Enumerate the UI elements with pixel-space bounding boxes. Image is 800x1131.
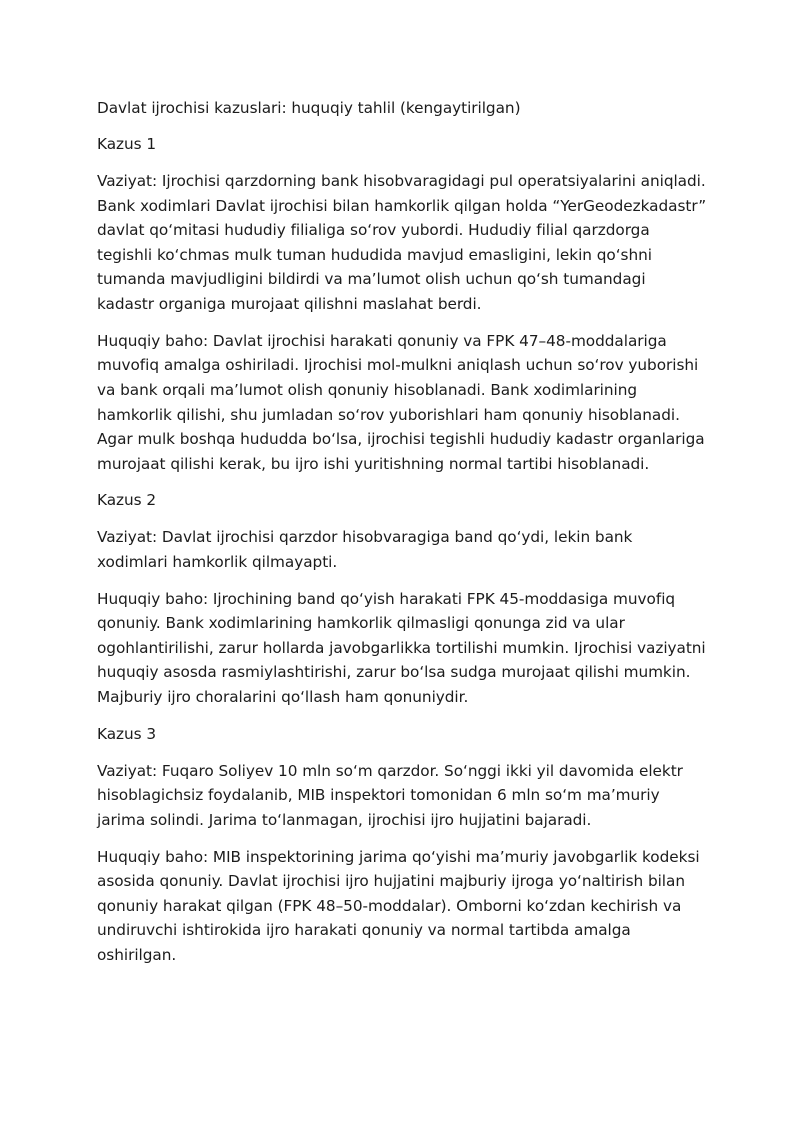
case-situation: Vaziyat: Davlat ijrochisi qarzdor hisobvaragiga band qo‘ydi, lekin bank xodimlari hamkorlik qilmayapti. [97, 528, 633, 571]
case-heading: Kazus 3 [97, 724, 157, 743]
case-heading: Kazus 2 [97, 491, 157, 510]
case-heading: Kazus 1 [97, 135, 157, 154]
document-page [97, 96, 707, 980]
case-1 [97, 132, 707, 476]
document-title: Davlat ijrochisi kazuslari: huquqiy tahlil (kengaytirilgan) [97, 99, 521, 117]
case-situation: Vaziyat: Fuqaro Soliyev 10 mln so‘m qarzdor. So‘nggi ikki yil davomida elektr hisoblagichsiz foydalanib, MIB inspektori tomonidan 6 mln so‘m ma’muriy jarima solindi. Jarima to‘lanmagan, ijrochisi ijro hujjatini bajaradi. [97, 761, 683, 829]
case-2 [97, 488, 707, 709]
case-3 [97, 722, 707, 968]
case-situation: Vaziyat: Ijrochisi qarzdorning bank hisobvaragidagi pul operatsiyalarini aniqladi. Bank xodimlari Davlat ijrochisi bilan hamkorlik qilgan holda “YerGeodezkadastr” davlat qo‘mitasi hududiy filialiga so‘rov yubordi. Hududiy filial qarzdorga tegishli ko‘chmas mulk tuman hududida mavjud emasligini, lekin qo‘shni tumanda mavjudligini bildirdi va ma’lumot olish uchun qo‘sh tumandagi kadastr organiga murojaat qilishni maslahat berdi. [97, 171, 707, 313]
case-legal-assessment: Huquqiy baho: MIB inspektorining jarima qo‘yishi ma’muriy javobgarlik kodeksi asosida qonuniy. Davlat ijrochisi ijro hujjatini majburiy ijroga yo‘naltirish bilan qonuniy harakat qilgan (FPK 48–50-moddalar). Omborni ko‘zdan kechirish va undiruvchi ishtirokida ijro harakati qonuniy va normal tartibda amalga oshirilgan. [97, 847, 700, 964]
case-legal-assessment: Huquqiy baho: Ijrochining band qo‘yish harakati FPK 45-moddasiga muvofiq qonuniy. Bank xodimlarining hamkorlik qilmasligi qonunga zid va ular ogohlantirilishi, zarur hollarda javobgarlikka tortilishi mumkin. Ijrochisi vaziyatni huquqiy asosda rasmiylashtirishi, zarur bo‘lsa sudga murojaat qilishi mumkin. Majburiy ijro choralarini qo‘llash ham qonuniydir. [97, 589, 706, 706]
case-legal-assessment: Huquqiy baho: Davlat ijrochisi harakati qonuniy va FPK 47–48-moddalariga muvofiq amalga oshiriladi. Ijrochisi mol-mulkni aniqlash uchun so‘rov yuborishi va bank orqali ma’lumot olish qonuniy hisoblanadi. Bank xodimlarining hamkorlik qilishi, shu jumladan so‘rov yuborishlari ham qonuniy hisoblanadi. Agar mulk boshqa hududda bo‘lsa, ijrochisi tegishli hududiy kadastr organlariga murojaat qilishi kerak, bu ijro ishi yuritishning normal tartibi hisoblanadi. [97, 331, 705, 473]
